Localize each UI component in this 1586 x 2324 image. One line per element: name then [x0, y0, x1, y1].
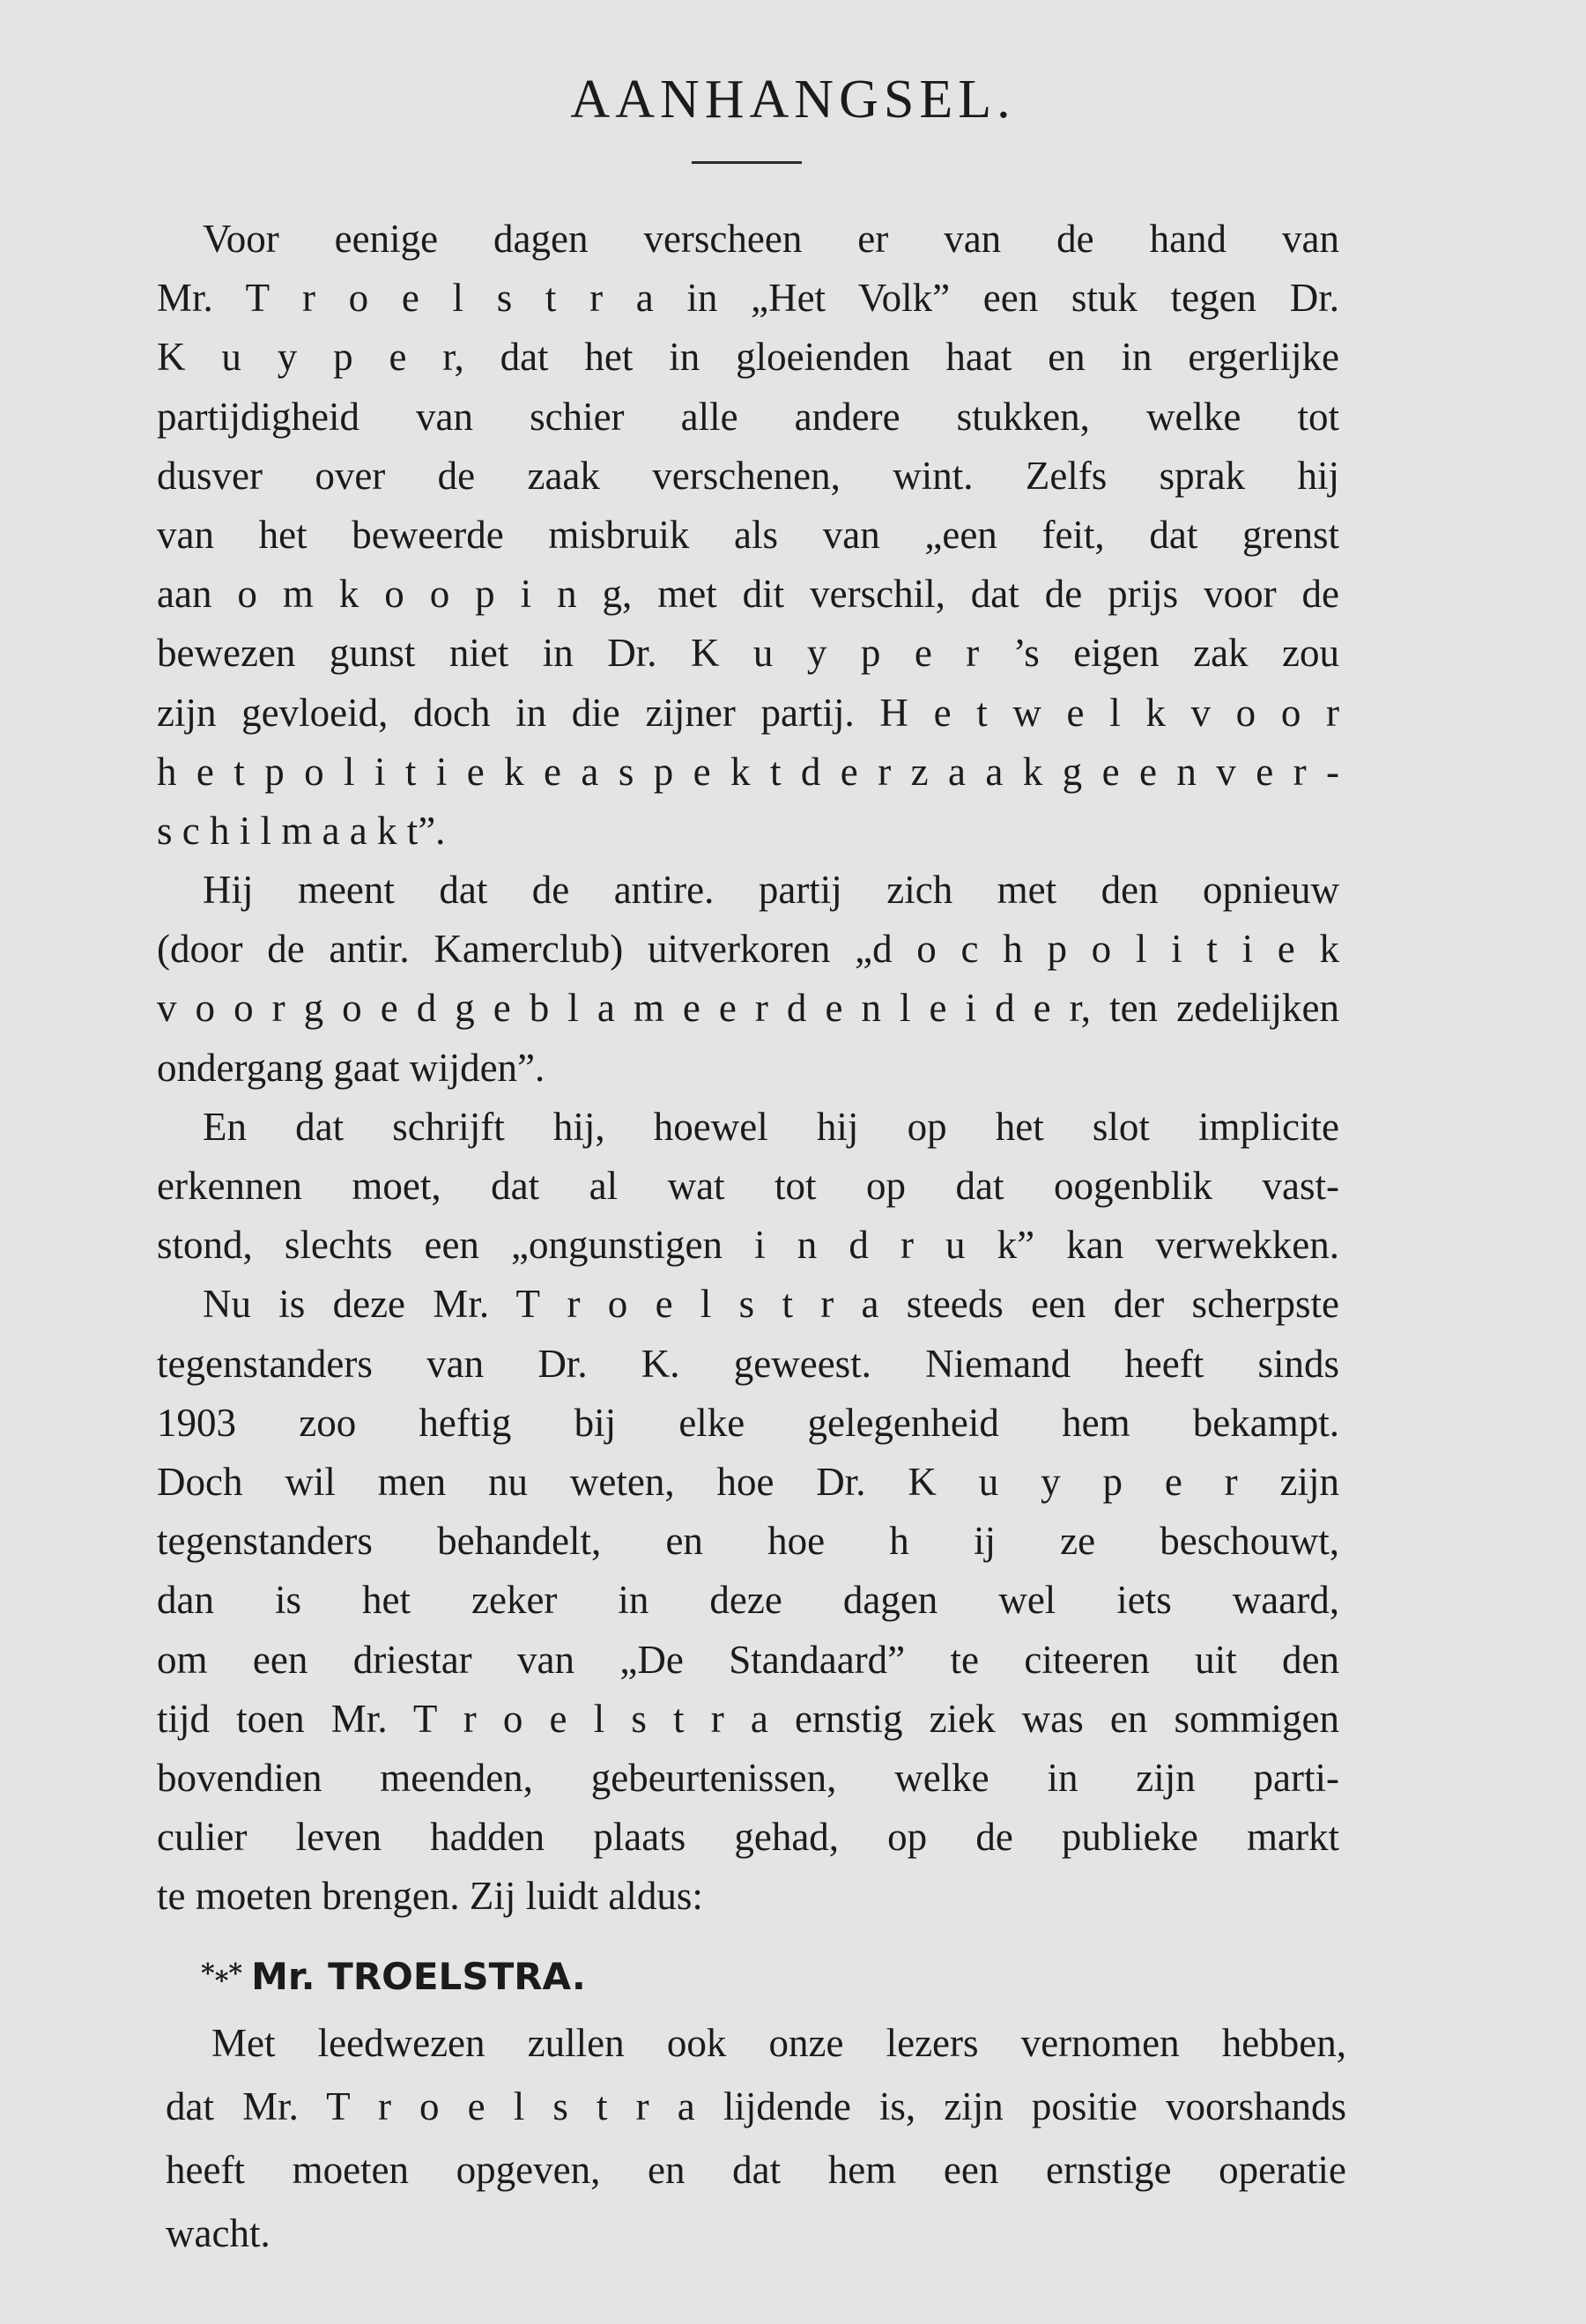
text-line: zijn gevloeid, doch in die zijner partij. H e t w e l k v o o r: [157, 690, 1339, 735]
quote-heading: [201, 1955, 586, 1998]
text-line: te moeten brengen. Zij luidt aldus:: [157, 1874, 703, 1919]
text-line: culier leven hadden plaats gehad, op de publieke markt: [157, 1815, 1339, 1860]
quote-heading-text: Mr. TROELSTRA.: [251, 1955, 586, 1998]
text-line: wacht.: [166, 2211, 271, 2255]
page-title: AANHANGSEL.: [570, 70, 1016, 130]
title-rule: [692, 161, 802, 164]
text-line: Voor eenige dagen verscheen er van de hand van: [203, 217, 1339, 261]
text-line: ondergang gaat wijden”.: [157, 1045, 545, 1090]
text-line: heeft moeten opgeven, en dat hem een ernstige operatie: [166, 2148, 1346, 2192]
text-line: van het beweerde misbruik als van „een feit, dat grenst: [157, 512, 1339, 557]
text-line: tegenstanders van Dr. K. geweest. Niemand heeft sinds: [157, 1341, 1339, 1386]
text-line: En dat schrijft hij, hoewel hij op het slot implicite: [203, 1104, 1339, 1149]
text-line: Nu is deze Mr. T r o e l s t r a steeds een der scherpste: [203, 1282, 1339, 1327]
text-line: bovendien meenden, gebeurtenissen, welke in zijn parti-: [157, 1755, 1339, 1800]
text-line: dat Mr. T r o e l s t r a lijdende is, zijn positie voorshands: [166, 2084, 1346, 2128]
text-line: 1903 zoo heftig bij elke gelegenheid hem bekampt.: [157, 1400, 1339, 1445]
text-line: erkennen moet, dat al wat tot op dat oogenblik vast-: [157, 1164, 1339, 1208]
text-line: v o o r g o e d g e b l a m e e r d e n l e i d e r, ten zedelijken: [157, 986, 1339, 1031]
text-line: stond, slechts een „ongunstigen i n d r u k” kan verwekken.: [157, 1223, 1339, 1268]
quote-text: [166, 2011, 1346, 2265]
text-line: dan is het zeker in deze dagen wel iets waard,: [157, 1578, 1339, 1623]
text-line: Mr. T r o e l s t r a in „Het Volk” een stuk tegen Dr.: [157, 276, 1339, 321]
text-line: s c h i l m a a k t”.: [157, 808, 446, 853]
main-text: [157, 210, 1339, 1926]
text-line: bewezen gunst niet in Dr. K u y p e r ’s eigen zak zou: [157, 631, 1339, 676]
text-line: Doch wil men nu weten, hoe Dr. K u y p e r zijn: [157, 1459, 1339, 1504]
driestar-glyph: *⁎*: [201, 1958, 243, 1989]
text-line: partijdigheid van schier alle andere stukken, welke tot: [157, 394, 1339, 439]
text-line: (door de antir. Kamerclub) uitverkoren „d o c h p o l i t i e k: [157, 927, 1339, 972]
text-line: Hij meent dat de antire. partij zich met den opnieuw: [203, 868, 1339, 913]
text-line: K u y p e r, dat het in gloeienden haat en in ergerlijke: [157, 335, 1339, 380]
text-line: tegenstanders behandelt, en hoe h ij ze beschouwt,: [157, 1519, 1339, 1564]
text-line: om een driestar van „De Standaard” te citeeren uit den: [157, 1637, 1339, 1682]
text-line: h e t p o l i t i e k e a s p e k t d e r z a a k g e e n v e r -: [157, 749, 1339, 794]
text-line: tijd toen Mr. T r o e l s t r a ernstig ziek was en sommigen: [157, 1696, 1339, 1741]
text-line: Met leedwezen zullen ook onze lezers vernomen hebben,: [211, 2021, 1346, 2065]
text-line: aan o m k o o p i n g, met dit verschil, dat de prijs voor de: [157, 572, 1339, 617]
text-line: dusver over de zaak verschenen, wint. Zelfs sprak hij: [157, 453, 1339, 498]
